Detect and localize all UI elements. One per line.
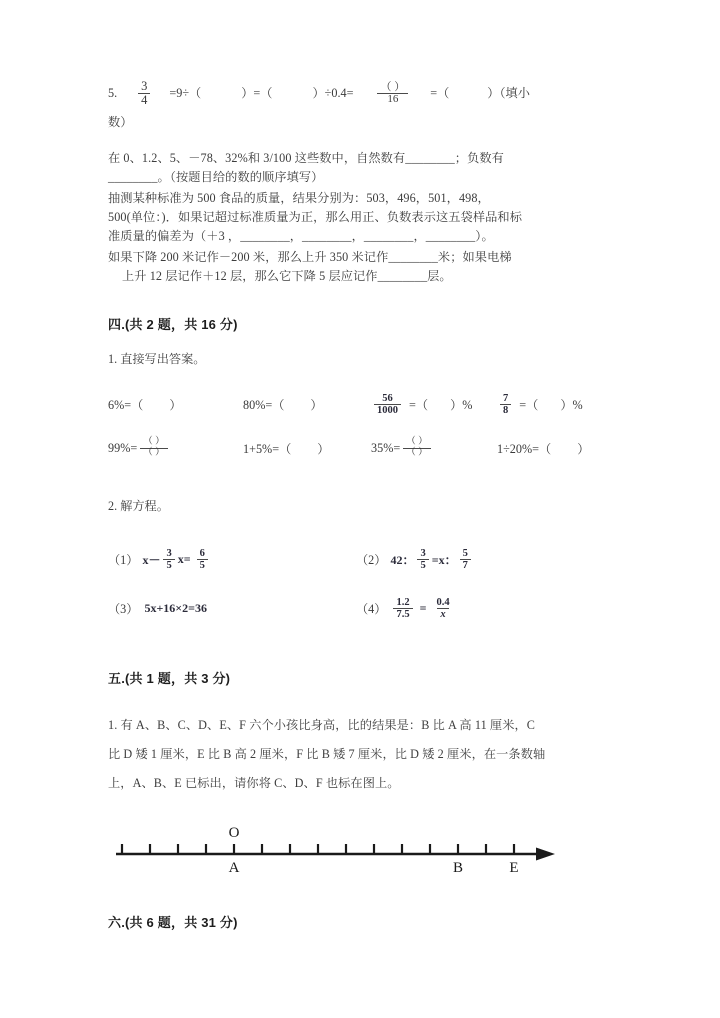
exercise-tail: ） — [577, 442, 590, 457]
section-five-heading: 五.(共 1 题，共 3 分) — [108, 671, 231, 687]
question-5-part4: =（ — [430, 86, 450, 101]
exercise-80-percent — [243, 396, 371, 413]
fraction-denominator: 16 — [377, 93, 408, 106]
fraction-numerator: 0.4 — [436, 597, 450, 609]
question-8-line-1: 如果下降 200 米记作－200 米，那么上升 350 米记作________米；如果电梯 — [108, 250, 512, 265]
number-line-label-B: B — [452, 860, 464, 877]
question-5-continuation: 数） — [108, 115, 133, 130]
section-four-heading: 四.(共 2 题，共 16 分) — [108, 317, 238, 333]
percent-exercise-row-2 — [108, 438, 616, 459]
number-line-ticks — [122, 844, 514, 854]
fraction-denominator: 5 — [163, 559, 174, 571]
fraction-denominator: 7.5 — [393, 608, 412, 620]
section-five-item-1-line-3: 上，A、B、E 已标出，请你将 C、D、F 也标在图上。 — [108, 776, 400, 791]
section-five-item-1-line-1: 1. 有 A、B、C、D、E、F 六个小孩比身高，比的结果是：B 比 A 高 11 厘米，C — [108, 718, 536, 733]
fraction-6-over-5 — [197, 548, 208, 571]
question-7-line-2: 500(单位：)．如果记超过标准质量为正，那么用正、负数表示这五袋样品和标 — [108, 210, 522, 225]
exercise-tail: ） — [310, 398, 323, 413]
equation-mid: =x： — [431, 553, 457, 568]
fraction-denominator: 5 — [417, 559, 428, 571]
fraction-denominator: 5 — [197, 559, 208, 571]
exercise-tail: ） — [317, 442, 330, 457]
fraction-numerator: 6 — [199, 548, 205, 560]
exercise-lead: =（ — [409, 398, 429, 413]
equation-index: （2） — [356, 553, 387, 568]
question-5-number: 5. — [108, 86, 118, 101]
fraction-numerator: 7 — [503, 393, 509, 405]
fraction-numerator: 3 — [166, 548, 172, 560]
exercise-lead: 1+5%=（ — [243, 442, 292, 457]
exercise-lead: 99%= — [108, 441, 138, 456]
question-5 — [108, 80, 616, 107]
fraction-denominator: 4 — [138, 93, 150, 107]
question-8-line-2: 上升 12 层记作＋12 层，那么它下降 5 层应记作________层。 — [122, 269, 452, 284]
question-5-part5: ）（填小 — [487, 86, 530, 101]
fraction-numerator: 3 — [141, 79, 148, 93]
exercise-35-percent — [371, 438, 497, 459]
question-6-line-1: 在 0、1.2、5、－78、32%和 3/100 这些数中，自然数有________；负数有 — [108, 151, 504, 166]
equation-row-1 — [108, 548, 616, 571]
equation-lhs: x－ — [142, 553, 161, 568]
question-7-line-1: 抽测某种标准为 500 食品的质量，结果分别为：503，496，501，498， — [108, 191, 490, 206]
exercise-lead: 6%=（ — [108, 398, 144, 413]
question-5-part2: ）=（ — [241, 86, 273, 101]
fraction-numerator: 56 — [382, 393, 393, 405]
exercise-lead: 80%=（ — [243, 398, 285, 413]
question-7 — [108, 189, 616, 246]
exercise-lead: 1÷20%=（ — [497, 442, 552, 457]
exercise-lead: 35%= — [371, 441, 401, 456]
number-line-svg — [108, 820, 568, 886]
question-6 — [108, 149, 616, 187]
section-six-heading: 六.(共 6 题，共 31 分) — [108, 915, 238, 931]
fraction-denominator: 7 — [460, 559, 471, 571]
exercise-tail: ） — [169, 398, 182, 413]
fraction-denominator: 1000 — [374, 404, 401, 416]
exercise-7-over-8 — [497, 393, 615, 416]
fraction-numerator: 1.2 — [396, 597, 410, 609]
number-line-label-E: E — [509, 860, 519, 877]
worksheet-content — [108, 80, 616, 931]
percent-exercise-row-1 — [108, 393, 616, 416]
section-five-item-1-line-2: 比 D 矮 1 厘米，E 比 B 高 2 厘米，F 比 B 矮 7 厘米，比 D 矮 2 厘米，在一条数轴 — [108, 747, 546, 762]
fraction-denominator: x — [437, 608, 448, 620]
fraction-3-over-5 — [163, 548, 174, 571]
fraction-7-over-8 — [500, 393, 511, 416]
equation-index: （3） — [108, 602, 139, 617]
question-5-part3: ）÷0.4= — [312, 86, 354, 101]
fraction-numerator: （ ） — [406, 437, 428, 448]
equation-lead: 42： — [390, 553, 415, 568]
exercise-tail: ）% — [450, 398, 473, 413]
fraction-1point2-over-7point5 — [393, 597, 412, 620]
number-line-label-O: O — [228, 825, 240, 842]
question-6-line-2: ________。（按题目给的数的顺序填写） — [108, 170, 324, 185]
fraction-numerator: （ ） — [380, 80, 406, 93]
exercise-tail: ）% — [560, 398, 583, 413]
fraction-numerator: 3 — [420, 548, 426, 560]
equation-mid: x= — [177, 552, 191, 567]
number-line-arrow-icon — [536, 848, 555, 861]
fraction-denominator: 8 — [500, 404, 511, 416]
equation-2 — [356, 548, 474, 571]
fraction-denominator: （ ） — [140, 448, 167, 459]
equation-index: （4） — [356, 602, 387, 617]
exercise-56-over-1000 — [371, 393, 497, 416]
fraction-0point4-over-x — [433, 597, 452, 620]
section-four-item-2-label: 2. 解方程。 — [108, 499, 169, 514]
equation-index: （1） — [108, 553, 139, 568]
fraction-3-over-5 — [417, 548, 428, 571]
section-four-item-1-label: 1. 直接写出答案。 — [108, 352, 206, 367]
section-five-item-1 — [108, 711, 616, 798]
exercise-lead: =（ — [519, 398, 539, 413]
fraction-5-over-7 — [460, 548, 471, 571]
equation-4 — [356, 597, 456, 620]
question-8 — [108, 248, 616, 286]
fraction-56-over-1000 — [374, 393, 401, 416]
question-5-part1: =9÷（ — [169, 86, 202, 101]
fraction-blank-over-blank — [140, 438, 167, 459]
exercise-99-percent — [108, 438, 243, 459]
exercise-6-percent — [108, 396, 243, 413]
equation-3 — [108, 600, 356, 617]
number-line-label-A: A — [228, 860, 240, 877]
question-7-line-3: 准质量的偏差为（＋3 ，________，________，________，________）。 — [108, 229, 494, 244]
exercise-1-div-20-percent — [497, 440, 615, 457]
equation-mid: = — [419, 601, 427, 616]
equation-row-2 — [108, 597, 616, 620]
equation-expression: 5x+16×2=36 — [144, 601, 207, 616]
question-5-fraction-blank-over-16 — [370, 82, 415, 106]
fraction-blank-over-blank — [403, 438, 430, 459]
equation-1 — [108, 548, 356, 571]
question-5-fraction-three-quarters — [138, 80, 150, 107]
fraction-numerator: 5 — [462, 548, 468, 560]
fraction-denominator: （ ） — [403, 448, 430, 459]
number-line-diagram — [108, 820, 616, 886]
exercise-1-plus-5-percent — [243, 440, 371, 457]
fraction-numerator: （ ） — [143, 437, 165, 448]
